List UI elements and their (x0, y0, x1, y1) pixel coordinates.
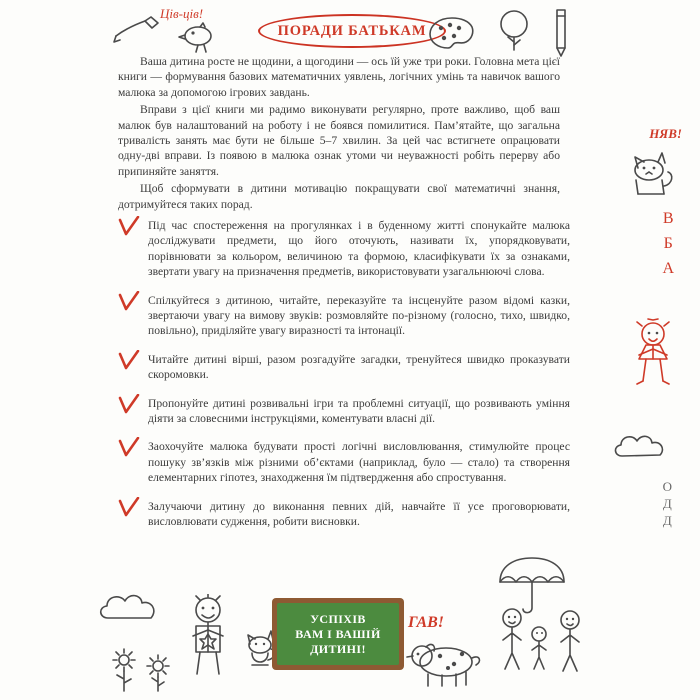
bird-icon (176, 22, 224, 54)
boy-figure-icon (176, 594, 240, 676)
letters-right: В Б А (662, 210, 674, 277)
page-header (0, 0, 700, 52)
dog-icon (404, 640, 490, 690)
checkmark-icon (118, 394, 140, 416)
list-item (118, 439, 570, 485)
chalkboard-line-2: ВАМ І ВАШІЙ (295, 626, 381, 641)
family-figures-icon (494, 606, 590, 684)
list-item (118, 499, 570, 530)
cloud-icon (612, 430, 682, 462)
cloud-icon (96, 590, 174, 624)
list-item (118, 218, 570, 280)
list-item-text: Пропонуйте дитині розвивальні ігри та проблемні ситуації, що розвивають уміння діяти за словесними інструкціями, коментувати власні дії. (148, 396, 570, 426)
cat-icon (624, 146, 680, 198)
checkmark-icon (118, 350, 140, 372)
list-item-text: Читайте дитині вірші, разом розгадуйте загадки, тренуйтеся швидко проказувати скоромовки. (148, 352, 570, 382)
list-item-text: Спілкуйтеся з дитиною, читайте, переказуйте та інсценуйте разом відомі казки, звертаючи увагу на вимову звуків: розмовляйте по-різному (голосно, тихо, швидко, повільно), приділяйте увагу виразності та інтонації. (148, 293, 570, 338)
list-item-text: Залучаючи дитину до виконання певних дій, навчайте її усе проговорювати, висловлювати судження, робити висновки. (148, 499, 570, 529)
girl-figure-icon (620, 318, 686, 400)
checkmark-icon (118, 216, 140, 238)
chalkboard-text (277, 603, 399, 665)
checkmark-icon (118, 437, 140, 459)
list-item-text: Під час спостереження на прогулянках і в буденному житті спонукайте малюка досліджувати предмети, що його оточують, називати їх, упорядковувати, порівнювати за кольором, величиною та формою, класифікувати їх за ознаками, звертати увагу на призначення предметів, використовувати узагальнюючі слова. (148, 219, 570, 279)
tips-list (118, 218, 570, 543)
paintbrush-icon (112, 14, 164, 44)
flowers-icon (110, 648, 180, 694)
chalkboard (272, 598, 404, 670)
intro-paragraph: Вправи з цієї книги ми радимо виконувати регулярно, проте важливо, щоб ваш малюк був налаштований на роботу і не боявся помилитися. Пам’ятайте, що загальна тривалість занять має бути не більше 5–7 хвилин. За цей час встигнете опрацювати одну-дві вправи. Із появою в малюка ознак утоми чи неуважності робіть перерву або припиняйте заняття. (118, 103, 560, 178)
list-item (118, 293, 570, 339)
intro-text (118, 54, 560, 212)
page-title-text: ПОРАДИ БАТЬКАМ (277, 22, 427, 39)
chalkboard-line-1: УСПІХІВ (310, 611, 366, 626)
intro-paragraph: Ваша дитина росте не щодини, а щогодини — ось їй уже три роки. Головна мета цієї книги — формування базових математичних уявлень, логічних умінь та навичок вашого малюка за допомогою ігрових завдань. (118, 55, 560, 99)
letters-lower-right: О Д Д (662, 479, 672, 528)
checkmark-icon (118, 291, 140, 313)
palette-icon (428, 16, 476, 50)
list-item (118, 396, 570, 427)
checkmark-icon (118, 497, 140, 519)
chirp-label: Ців-ців! (160, 6, 204, 21)
intro-paragraph: Щоб сформувати в дитини мотивацію покращувати свої математичні знання, дотримуйтеся таких порад. (118, 182, 560, 211)
bark-label: ГАВ! (408, 614, 445, 631)
list-item (118, 352, 570, 383)
chalkboard-line-3: ДИТИНІ! (310, 641, 366, 656)
page-title (258, 14, 446, 48)
list-item-text: Заохочуйте малюка будувати прості логічні висловлювання, стимулюйте процес пошуку зв’язків між різними об’єктами (наприклад, було — стало) та створення елементарних гіпотез, знаходження їм підтвердження або спростування. (148, 440, 570, 485)
meow-label: НЯВ! (649, 126, 682, 141)
tree-icon (492, 8, 536, 52)
